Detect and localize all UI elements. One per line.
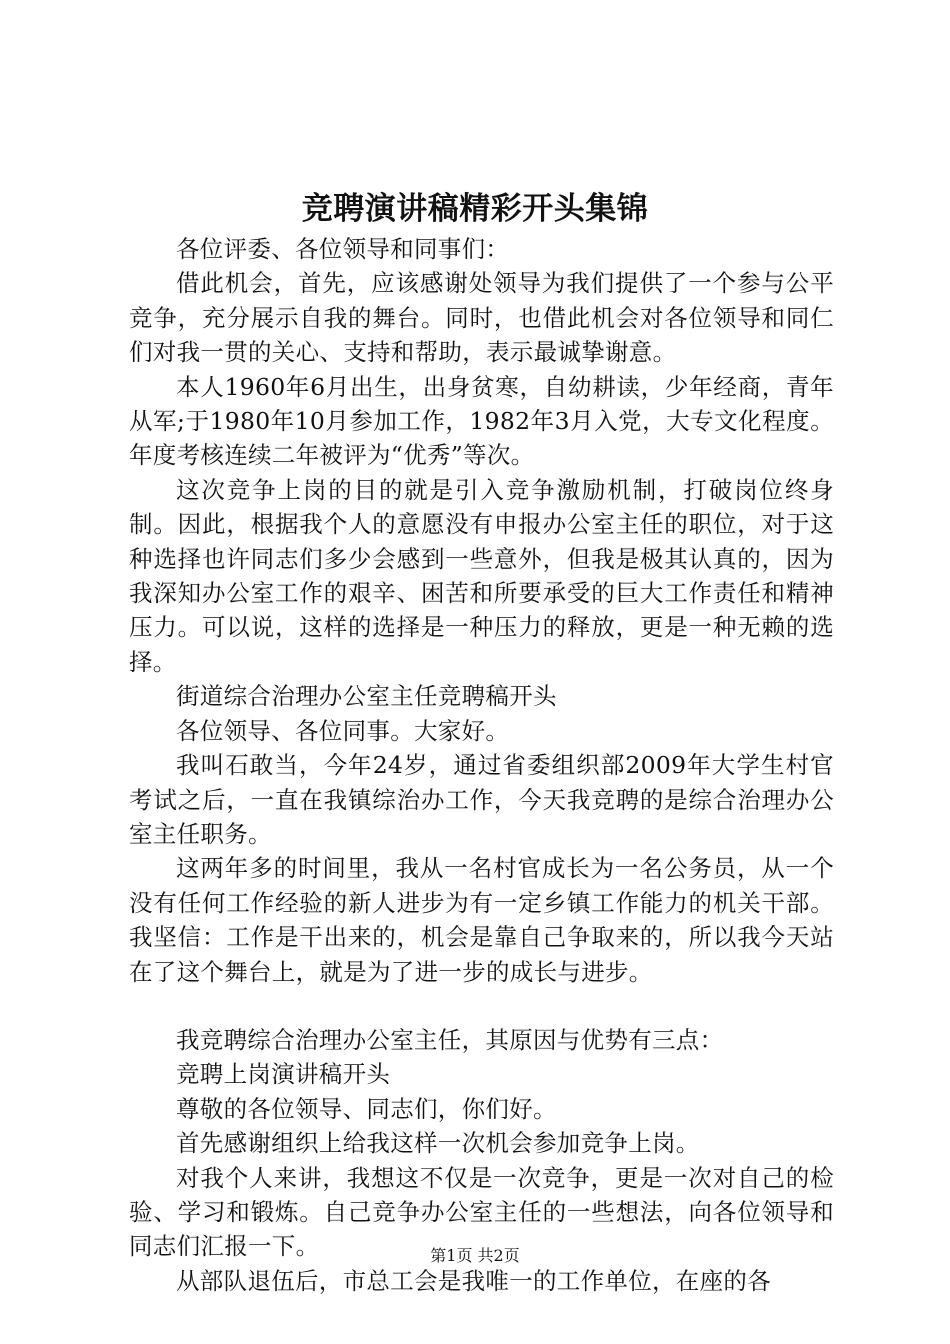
paragraph-background: 从部队退伍后，市总工会是我唯一的工作单位，在座的各 [176, 1266, 771, 1295]
paragraph-section-heading: 街道综合治理办公室主任竞聘稿开头 [176, 682, 557, 711]
page-footer: 第1页 共2页 [430, 1246, 520, 1265]
paragraph-motivation: 这次竞争上岗的目的就是引入竞争激励机制，打破岗位终身制。因此，根据我个人的意愿没有申报办公室主任的职位，对于这种选择也许同志们多少会感到一些意外，但我是极其认真的，因为我深知办公室工作的艰辛、困苦和所要承受的巨大工作责任和精神压力。可以说，这样的选择是一种压力的释放，更是一种无赖的选择。 [129, 475, 834, 676]
paragraph-greeting: 尊敬的各位领导、同志们，你们好。 [176, 1094, 557, 1123]
paragraph-thanks-organization: 首先感谢组织上给我这样一次机会参加竞争上岗。 [176, 1129, 700, 1158]
paragraph-biography: 本人1960年6月出生，出身贫寒，自幼耕读，少年经商，青年从军;于1980年10月参加工作，1982年3月入党，大专文化程度。年度考核连续二年被评为“优秀”等次。 [129, 372, 834, 470]
paragraph-introduction: 我叫石敢当，今年24岁，通过省委组织部2009年大学生村官考试之后，一直在我镇综治办工作，今天我竞聘的是综合治理办公室主任职务。 [129, 751, 834, 848]
paragraph-reasons: 我竞聘综合治理办公室主任，其原因与优势有三点： [176, 1025, 724, 1054]
paragraph-thanks: 借此机会，首先，应该感谢处领导为我们提供了一个参与公平竞争，充分展示自我的舞台。同时，也借此机会对各位领导和同仁们对我一贯的关心、支持和帮助，表示最诚挚谢意。 [129, 269, 834, 367]
paragraph-greeting: 各位领导、各位同事。大家好。 [176, 716, 510, 745]
paragraph-personal-view: 对我个人来讲，我想这不仅是一次竞争，更是一次对自己的检验、学习和锻炼。自己竞争办公室主任的一些想法，向各位领导和同志们汇报一下。 [129, 1163, 834, 1261]
document-body [129, 232, 834, 1298]
paragraph-salutation: 各位评委、各位领导和同事们： [176, 235, 510, 263]
paragraph-growth: 这两年多的时间里，我从一名村官成长为一名公务员，从一个没有任何工作经验的新人进步为有一定乡镇工作能力的机关干部。我坚信：工作是干出来的，机会是靠自己争取来的，所以我今天站在了这个舞台上，就是为了进一步的成长与进步。 [129, 854, 834, 986]
paragraph-spacer [129, 989, 834, 1023]
paragraph-section-heading: 竞聘上岗演讲稿开头 [176, 1060, 391, 1089]
document-title: 竞聘演讲稿精彩开头集锦 [301, 191, 649, 227]
